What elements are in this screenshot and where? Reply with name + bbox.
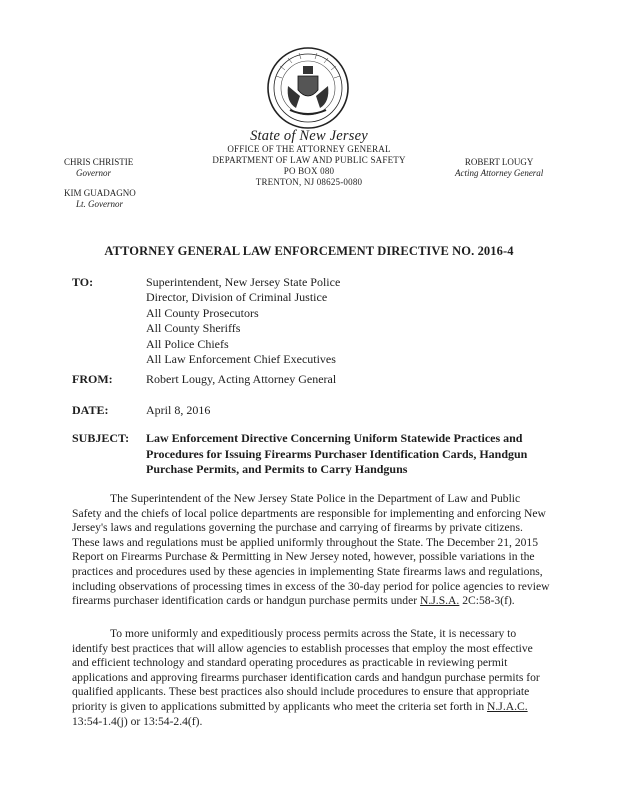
paragraph-text: 13:54-1.4(j) or 13:54-2.4(f). <box>72 714 203 728</box>
recipient: Superintendent, New Jersey State Police <box>146 275 341 289</box>
office-line: PO BOX 080 <box>283 166 335 176</box>
lt-governor-name: KIM GUADAGNO <box>64 188 136 198</box>
recipient: Director, Division of Criminal Justice <box>146 290 328 305</box>
paragraph-text: The Superintendent of the New Jersey State Police in the Department of Law and Public Safety and the chiefs of local police departments are responsible for implementing and enforcing New Jersey's laws and regulations governing the purchase and carrying of firearms by private citizens. These laws and regulations must be applied uniformly throughout the State. The December 21, 2015 Report on Firearms Purchase & Permitting in New Jersey noted, however, possible variations in the practices and procedures used by these agencies in implementing State firearms laws and regulations, including observations of processing times in excess of the 30-day period for police agencies to review firearms purchaser identification cards or handgun purchase permits under <box>72 492 550 608</box>
recipient: All Police Chiefs <box>146 336 229 351</box>
ag-name: ROBERT LOUGY <box>464 157 534 167</box>
recipient: All County Prosecutors <box>146 305 259 320</box>
from-label: FROM: <box>72 372 113 386</box>
attorney-general-block <box>455 157 543 179</box>
governor-title: Governor <box>76 168 111 178</box>
paragraph-text: To more uniformly and expeditiously process permits across the State, it is necessary to identify best practices that will allow agencies to establish processes that employ the most effective and efficient technology and standard operating procedures as practicable in reviewing permit applications and approving firearms purchaser identification cards and handgun purchase permits for qualified applicants. These best practices also should include procedures to ensure that appropriate priority is given to applications submitted by applicants who meet the criteria set forth in <box>72 627 540 713</box>
date-label: DATE: <box>72 403 109 417</box>
statute-citation: N.J.S.A. <box>420 594 460 608</box>
office-line: OFFICE OF THE ATTORNEY GENERAL <box>227 144 391 154</box>
date-value: April 8, 2016 <box>146 403 211 417</box>
office-line: DEPARTMENT OF LAW AND PUBLIC SAFETY <box>212 155 406 165</box>
subject-value: Law Enforcement Directive Concerning Uniform Statewide Practices and Procedures for Issuing Firearms Purchaser Identification Cards, Handgun Purchase Permits, and Permits to Carry Handguns <box>146 431 528 476</box>
recipient: All Law Enforcement Chief Executives <box>146 352 336 367</box>
lt-governor-title: Lt. Governor <box>76 199 123 209</box>
directive-title: ATTORNEY GENERAL LAW ENFORCEMENT DIRECTIVE NO. 2016-4 <box>104 244 514 258</box>
to-recipients <box>146 275 340 367</box>
from-value: Robert Lougy, Acting Attorney General <box>146 372 337 386</box>
state-name: State of New Jersey <box>250 128 368 144</box>
governor-block <box>64 157 136 210</box>
office-line: TRENTON, NJ 08625-0080 <box>255 177 363 187</box>
body-paragraph-1 <box>72 492 552 609</box>
governor-name: CHRIS CHRISTIE <box>64 157 134 167</box>
subject-label: SUBJECT: <box>72 431 130 445</box>
paragraph-text: 2C:58-3(f). <box>459 594 515 608</box>
recipient: All County Sheriffs <box>146 321 241 336</box>
body-paragraph-2 <box>72 627 552 729</box>
state-seal-icon <box>266 46 350 130</box>
ag-title: Acting Attorney General <box>455 168 544 178</box>
code-citation: N.J.A.C. <box>487 699 528 713</box>
to-label: TO: <box>72 275 94 289</box>
